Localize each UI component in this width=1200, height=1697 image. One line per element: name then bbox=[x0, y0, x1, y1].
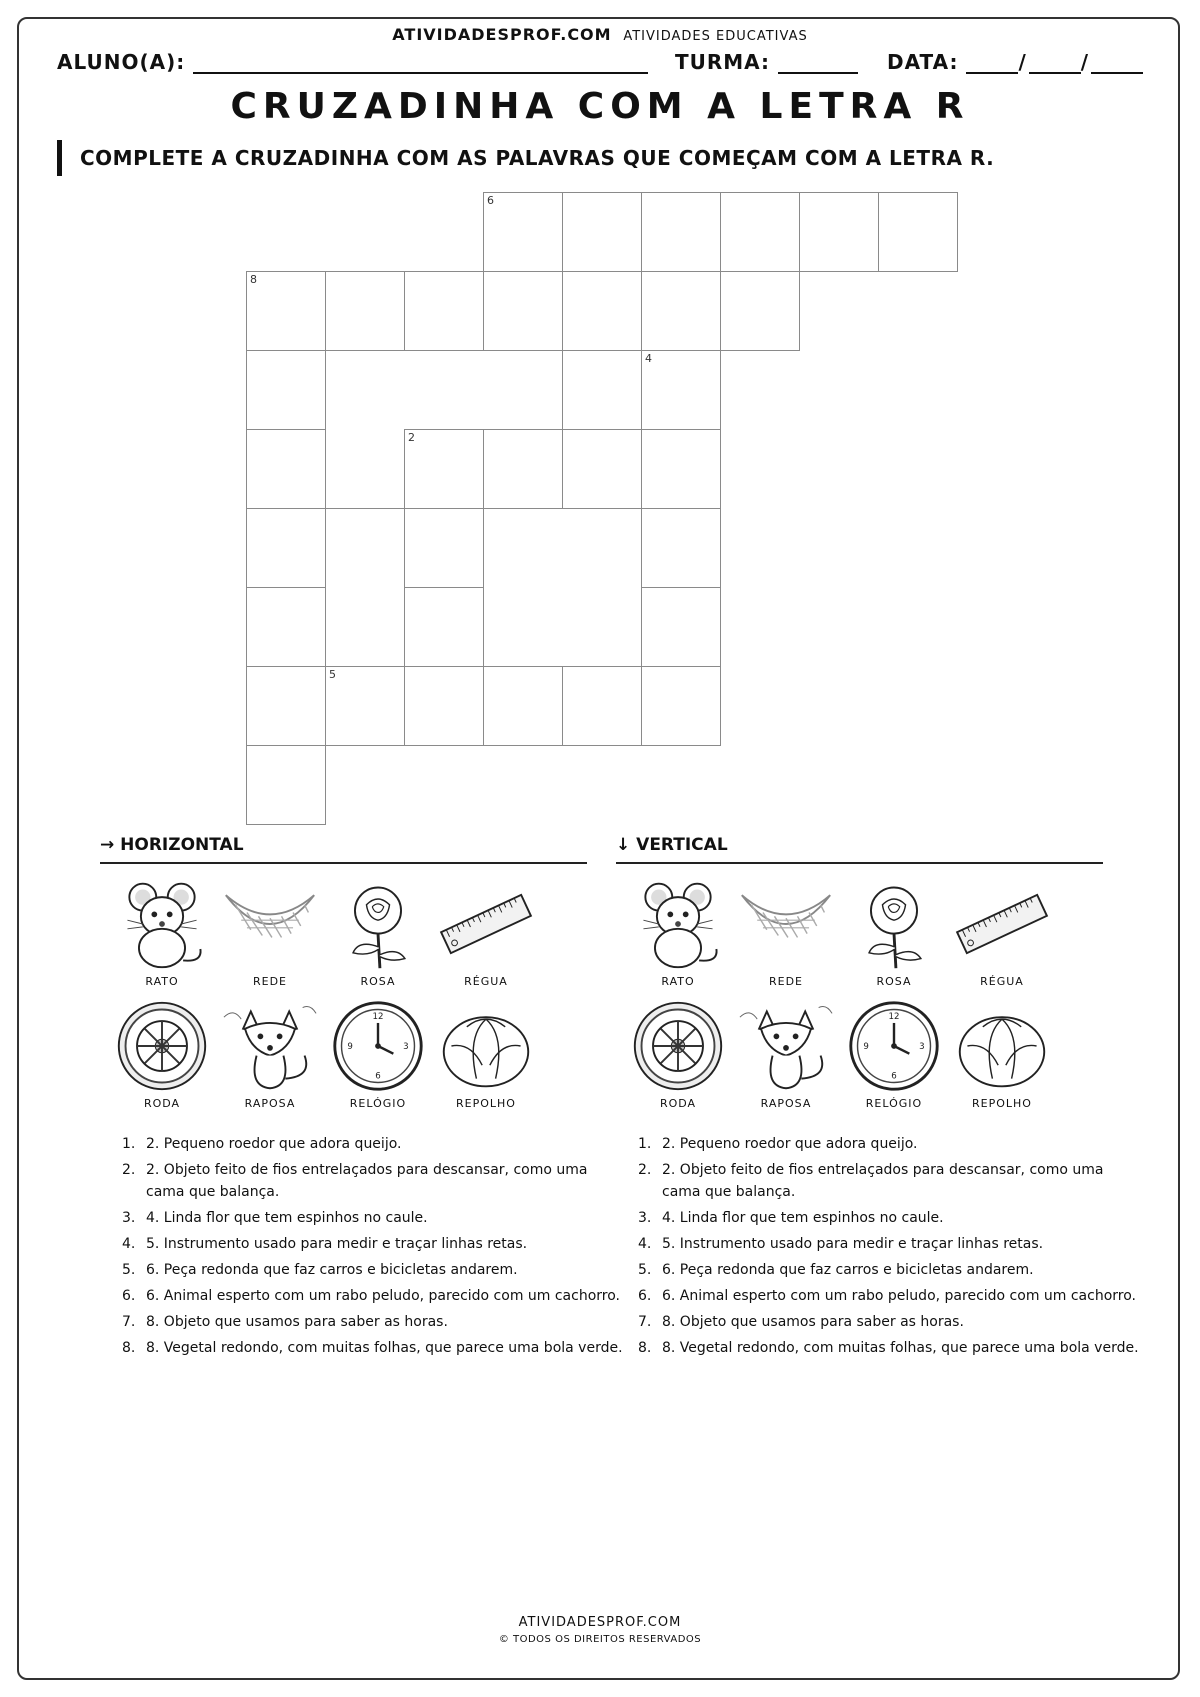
crossword-cell[interactable] bbox=[325, 666, 405, 746]
crossword-cell[interactable] bbox=[246, 508, 326, 588]
svg-text:3: 3 bbox=[919, 1041, 925, 1052]
picture-rato bbox=[624, 875, 732, 993]
crossword-cell[interactable] bbox=[404, 271, 484, 351]
hammock-icon bbox=[216, 875, 324, 973]
clue-item bbox=[122, 1337, 626, 1359]
date-separator: / bbox=[1018, 50, 1027, 74]
svg-text:6: 6 bbox=[375, 1071, 381, 1082]
picture-label: RODA bbox=[659, 1097, 697, 1110]
rose-icon bbox=[840, 875, 948, 973]
student-name-line[interactable] bbox=[193, 52, 648, 74]
crossword-cell[interactable] bbox=[404, 587, 484, 667]
clue-text: 6. Peça redonda que faz carros e bicicletas andarem. bbox=[662, 1262, 1034, 1278]
clue-item bbox=[122, 1285, 626, 1307]
crossword-cell[interactable] bbox=[641, 429, 721, 509]
picture-label: REDE bbox=[768, 975, 803, 988]
picture-panel-horizontal bbox=[108, 875, 578, 1130]
svg-text:6: 6 bbox=[891, 1071, 897, 1082]
picture-régua bbox=[948, 875, 1056, 993]
clue-item bbox=[122, 1133, 626, 1155]
clue-number: 6. bbox=[122, 1288, 136, 1304]
picture-repolho bbox=[432, 997, 540, 1115]
clue-text: 4. Linda flor que tem espinhos no caule. bbox=[662, 1210, 944, 1226]
footer-site: ATIVIDADESPROF.COM bbox=[518, 1615, 682, 1630]
clue-text: 8. Objeto que usamos para saber as horas. bbox=[146, 1314, 448, 1330]
clue-item bbox=[638, 1207, 1142, 1229]
picture-label: RODA bbox=[143, 1097, 181, 1110]
clock-icon bbox=[840, 997, 948, 1095]
clue-text: 2. Pequeno roedor que adora queijo. bbox=[662, 1136, 918, 1152]
clue-number: 2. bbox=[122, 1162, 136, 1178]
clue-number: 1. bbox=[122, 1136, 136, 1152]
crossword-cell[interactable] bbox=[325, 271, 405, 351]
picture-raposa bbox=[216, 997, 324, 1115]
clue-item bbox=[638, 1233, 1142, 1255]
fox-icon bbox=[216, 997, 324, 1095]
date-day-line[interactable] bbox=[966, 52, 1018, 74]
picture-panel-vertical bbox=[624, 875, 1094, 1130]
crossword-grid bbox=[246, 192, 966, 824]
picture-rosa bbox=[840, 875, 948, 993]
clue-text: 8. Vegetal redondo, com muitas folhas, que parece uma bola verde. bbox=[662, 1340, 1139, 1356]
mouse-icon bbox=[108, 875, 216, 973]
clue-item bbox=[638, 1259, 1142, 1281]
clue-item bbox=[638, 1133, 1142, 1155]
horizontal-rule bbox=[100, 862, 587, 864]
clue-number: 5. bbox=[638, 1262, 652, 1278]
page-title: CRUZADINHA COM A LETRA R bbox=[230, 86, 970, 127]
picture-rede bbox=[732, 875, 840, 993]
site-name: ATIVIDADESPROF.COM bbox=[392, 25, 612, 44]
clue-text: 6. Peça redonda que faz carros e bicicletas andarem. bbox=[146, 1262, 518, 1278]
wheel-icon bbox=[624, 997, 732, 1095]
picture-label: RELÓGIO bbox=[865, 1097, 923, 1110]
mouse-icon bbox=[624, 875, 732, 973]
vertical-heading: ↓ VERTICAL bbox=[616, 835, 728, 855]
clue-item bbox=[122, 1207, 626, 1229]
picture-rato bbox=[108, 875, 216, 993]
clue-number: 8. bbox=[638, 1340, 652, 1356]
picture-label: REPOLHO bbox=[456, 1097, 516, 1110]
crossword-cell[interactable] bbox=[483, 271, 563, 351]
crossword-cell[interactable] bbox=[799, 192, 879, 272]
clue-text: 5. Instrumento usado para medir e traçar linhas retas. bbox=[662, 1236, 1044, 1252]
cell-number: 4 bbox=[645, 352, 652, 365]
crossword-cell[interactable] bbox=[562, 350, 642, 430]
picture-régua bbox=[432, 875, 540, 993]
cell-number: 2 bbox=[408, 431, 415, 444]
ruler-icon bbox=[432, 875, 540, 973]
horizontal-heading: → HORIZONTAL bbox=[100, 835, 244, 855]
picture-label: ROSA bbox=[360, 975, 396, 988]
crossword-cell[interactable] bbox=[483, 192, 563, 272]
svg-text:12: 12 bbox=[888, 1012, 900, 1023]
crossword-cell[interactable] bbox=[641, 666, 721, 746]
clue-number: 4. bbox=[638, 1236, 652, 1252]
picture-label: RATO bbox=[661, 975, 695, 988]
crossword-cell[interactable] bbox=[246, 666, 326, 746]
clue-text: 5. Instrumento usado para medir e traçar linhas retas. bbox=[146, 1236, 528, 1252]
clue-number: 3. bbox=[122, 1210, 136, 1226]
picture-rosa bbox=[324, 875, 432, 993]
crossword-cell[interactable] bbox=[483, 429, 563, 509]
crossword-cell[interactable] bbox=[404, 666, 484, 746]
student-fields bbox=[57, 50, 1147, 80]
clue-text: 6. Animal esperto com um rabo peludo, parecido com um cachorro. bbox=[662, 1288, 1137, 1304]
picture-label: RATO bbox=[145, 975, 179, 988]
clue-item bbox=[638, 1285, 1142, 1307]
cabbage-icon bbox=[432, 997, 540, 1095]
crossword-cell[interactable] bbox=[720, 271, 800, 351]
clue-text: 2. Objeto feito de fios entrelaçados para descansar, como uma cama que balança. bbox=[662, 1162, 1104, 1200]
instruction: COMPLETE A CRUZADINHA COM AS PALAVRAS QUE COMEÇAM COM A LETRA R. bbox=[57, 140, 994, 176]
date-year-line[interactable] bbox=[1091, 52, 1143, 74]
svg-text:12: 12 bbox=[372, 1012, 384, 1023]
crossword-cell[interactable] bbox=[641, 271, 721, 351]
picture-label: RELÓGIO bbox=[349, 1097, 407, 1110]
student-label: ALUNO(A): bbox=[57, 50, 186, 74]
class-field bbox=[675, 50, 858, 74]
picture-rede bbox=[216, 875, 324, 993]
clue-item bbox=[122, 1233, 626, 1255]
crossword-cell[interactable] bbox=[720, 192, 800, 272]
picture-relógio bbox=[324, 997, 432, 1115]
svg-text:9: 9 bbox=[863, 1041, 869, 1052]
cell-number: 6 bbox=[487, 194, 494, 207]
clue-number: 7. bbox=[638, 1314, 652, 1330]
clue-item bbox=[638, 1337, 1142, 1359]
picture-roda bbox=[108, 997, 216, 1115]
clue-text: 2. Objeto feito de fios entrelaçados para descansar, como uma cama que balança. bbox=[146, 1162, 588, 1200]
clue-number: 6. bbox=[638, 1288, 652, 1304]
student-field bbox=[57, 50, 648, 74]
class-label: TURMA: bbox=[675, 50, 771, 74]
class-line[interactable] bbox=[778, 52, 858, 74]
crossword-cell[interactable] bbox=[641, 192, 721, 272]
crossword-cell[interactable] bbox=[404, 429, 484, 509]
picture-label: REPOLHO bbox=[972, 1097, 1032, 1110]
picture-label: ROSA bbox=[876, 975, 912, 988]
clue-item bbox=[638, 1311, 1142, 1333]
clue-number: 7. bbox=[122, 1314, 136, 1330]
rose-icon bbox=[324, 875, 432, 973]
crossword-cell[interactable] bbox=[562, 271, 642, 351]
picture-label: RÉGUA bbox=[980, 975, 1024, 988]
clue-item bbox=[122, 1159, 626, 1203]
clue-number: 8. bbox=[122, 1340, 136, 1356]
clue-text: 8. Vegetal redondo, com muitas folhas, que parece uma bola verde. bbox=[146, 1340, 623, 1356]
crossword-cell[interactable] bbox=[246, 350, 326, 430]
crossword-cell[interactable] bbox=[641, 587, 721, 667]
crossword-cell[interactable] bbox=[641, 508, 721, 588]
ruler-icon bbox=[948, 875, 1056, 973]
cell-number: 5 bbox=[329, 668, 336, 681]
clue-list-vertical bbox=[628, 1133, 1142, 1363]
picture-label: RAPOSA bbox=[244, 1097, 296, 1110]
crossword-cell[interactable] bbox=[562, 666, 642, 746]
crossword-cell[interactable] bbox=[246, 271, 326, 351]
clue-text: 6. Animal esperto com um rabo peludo, parecido com um cachorro. bbox=[146, 1288, 621, 1304]
picture-raposa bbox=[732, 997, 840, 1115]
clue-number: 4. bbox=[122, 1236, 136, 1252]
clue-item bbox=[638, 1159, 1142, 1203]
hammock-icon bbox=[732, 875, 840, 973]
site-subtitle: ATIVIDADES EDUCATIVAS bbox=[623, 29, 808, 44]
svg-text:3: 3 bbox=[403, 1041, 409, 1052]
clue-number: 5. bbox=[122, 1262, 136, 1278]
clue-number: 1. bbox=[638, 1136, 652, 1152]
date-label: DATA: bbox=[887, 50, 959, 74]
date-month-line[interactable] bbox=[1029, 52, 1081, 74]
crossword-cell[interactable] bbox=[404, 508, 484, 588]
picture-repolho bbox=[948, 997, 1056, 1115]
cell-number: 8 bbox=[250, 273, 257, 286]
crossword-cell[interactable] bbox=[246, 429, 326, 509]
crossword-cell[interactable] bbox=[562, 192, 642, 272]
crossword-cell[interactable] bbox=[562, 429, 642, 509]
vertical-rule bbox=[616, 862, 1103, 864]
picture-label: REDE bbox=[252, 975, 287, 988]
clue-text: 2. Pequeno roedor que adora queijo. bbox=[146, 1136, 402, 1152]
date-separator: / bbox=[1080, 50, 1090, 74]
picture-label: RAPOSA bbox=[760, 1097, 812, 1110]
picture-label: RÉGUA bbox=[464, 975, 508, 988]
date-field bbox=[887, 50, 1143, 74]
picture-roda bbox=[624, 997, 732, 1115]
clue-list-horizontal bbox=[112, 1133, 626, 1363]
clue-item bbox=[122, 1259, 626, 1281]
wheel-icon bbox=[108, 997, 216, 1095]
crossword-cell[interactable] bbox=[246, 745, 326, 825]
crossword-cell[interactable] bbox=[641, 350, 721, 430]
picture-relógio bbox=[840, 997, 948, 1115]
clue-item bbox=[122, 1311, 626, 1333]
clue-text: 4. Linda flor que tem espinhos no caule. bbox=[146, 1210, 428, 1226]
crossword-cell[interactable] bbox=[246, 587, 326, 667]
fox-icon bbox=[732, 997, 840, 1095]
crossword-cell[interactable] bbox=[878, 192, 958, 272]
clue-number: 3. bbox=[638, 1210, 652, 1226]
crossword-block bbox=[483, 508, 642, 667]
footer-rights: © TODOS OS DIREITOS RESERVADOS bbox=[498, 1634, 702, 1645]
clue-text: 8. Objeto que usamos para saber as horas. bbox=[662, 1314, 964, 1330]
site-header bbox=[0, 25, 1200, 44]
clue-number: 2. bbox=[638, 1162, 652, 1178]
clock-icon bbox=[324, 997, 432, 1095]
cabbage-icon bbox=[948, 997, 1056, 1095]
svg-text:9: 9 bbox=[347, 1041, 353, 1052]
crossword-cell[interactable] bbox=[483, 666, 563, 746]
